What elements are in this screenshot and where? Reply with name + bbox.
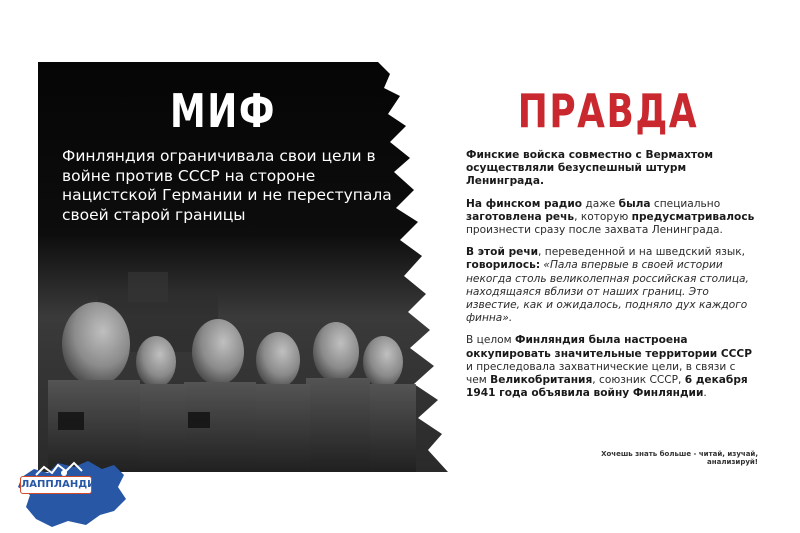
logo-label: ЛАППЛАНДИЯ [20, 476, 92, 494]
text-bold: 6 декабря 1941 года объявила войну Финляндии [466, 374, 748, 400]
text-span: произнести сразу после захвата Ленинграда. [466, 224, 723, 237]
text-span: , которую [574, 210, 632, 223]
truth-paragraph-3 [466, 246, 756, 325]
text-bold: На финском радио [466, 197, 583, 210]
text-bold: Финляндия была настроена оккупировать значительные территории СССР [466, 334, 752, 360]
text-span: специально [650, 197, 721, 210]
text-span: В целом [466, 334, 515, 347]
myth-panel [38, 62, 468, 472]
truth-title: ПРАВДА [517, 84, 699, 138]
text-span: , союзник СССР, [592, 374, 685, 387]
text-bold: заготовлена речь [466, 210, 575, 223]
speech-quote: «Пала впервые в своей истории некогда столь великолепная российская столица, находящаяся вблизи от наших границ. Это известие, как и ожидалось, подняло дух каждого финна». [466, 259, 749, 325]
text-bold: Великобритания [490, 374, 593, 387]
text-span: , переведенной и на шведский язык, [538, 246, 745, 259]
text-bold: Финские войска совместно с Вермахтом осуществляли безуспешный штурм Ленинграда. [466, 149, 714, 188]
text-span: даже [582, 197, 619, 210]
text-bold: была [618, 197, 651, 210]
text-bold: говорилось: [466, 259, 541, 272]
footer-note: Хочешь знать больше - читай, изучай, анализируй! [601, 450, 758, 466]
truth-paragraph-2 [466, 198, 756, 238]
text-bold: В этой речи [466, 246, 539, 259]
text-span: . [703, 387, 707, 400]
truth-text [466, 149, 756, 409]
truth-paragraph-1 [466, 149, 756, 189]
myth-truth-card [38, 62, 760, 472]
text-span: и преследовала захватнические цели, в связи с чем [466, 360, 736, 387]
truth-paragraph-4 [466, 334, 756, 400]
text-bold: предусматривалось [631, 210, 755, 223]
myth-title: МИФ [169, 84, 277, 138]
myth-statement: Финляндия ограничивала свои цели в войне против СССР на стороне нацистской Германии и не переступала своей старой границы [62, 147, 392, 224]
